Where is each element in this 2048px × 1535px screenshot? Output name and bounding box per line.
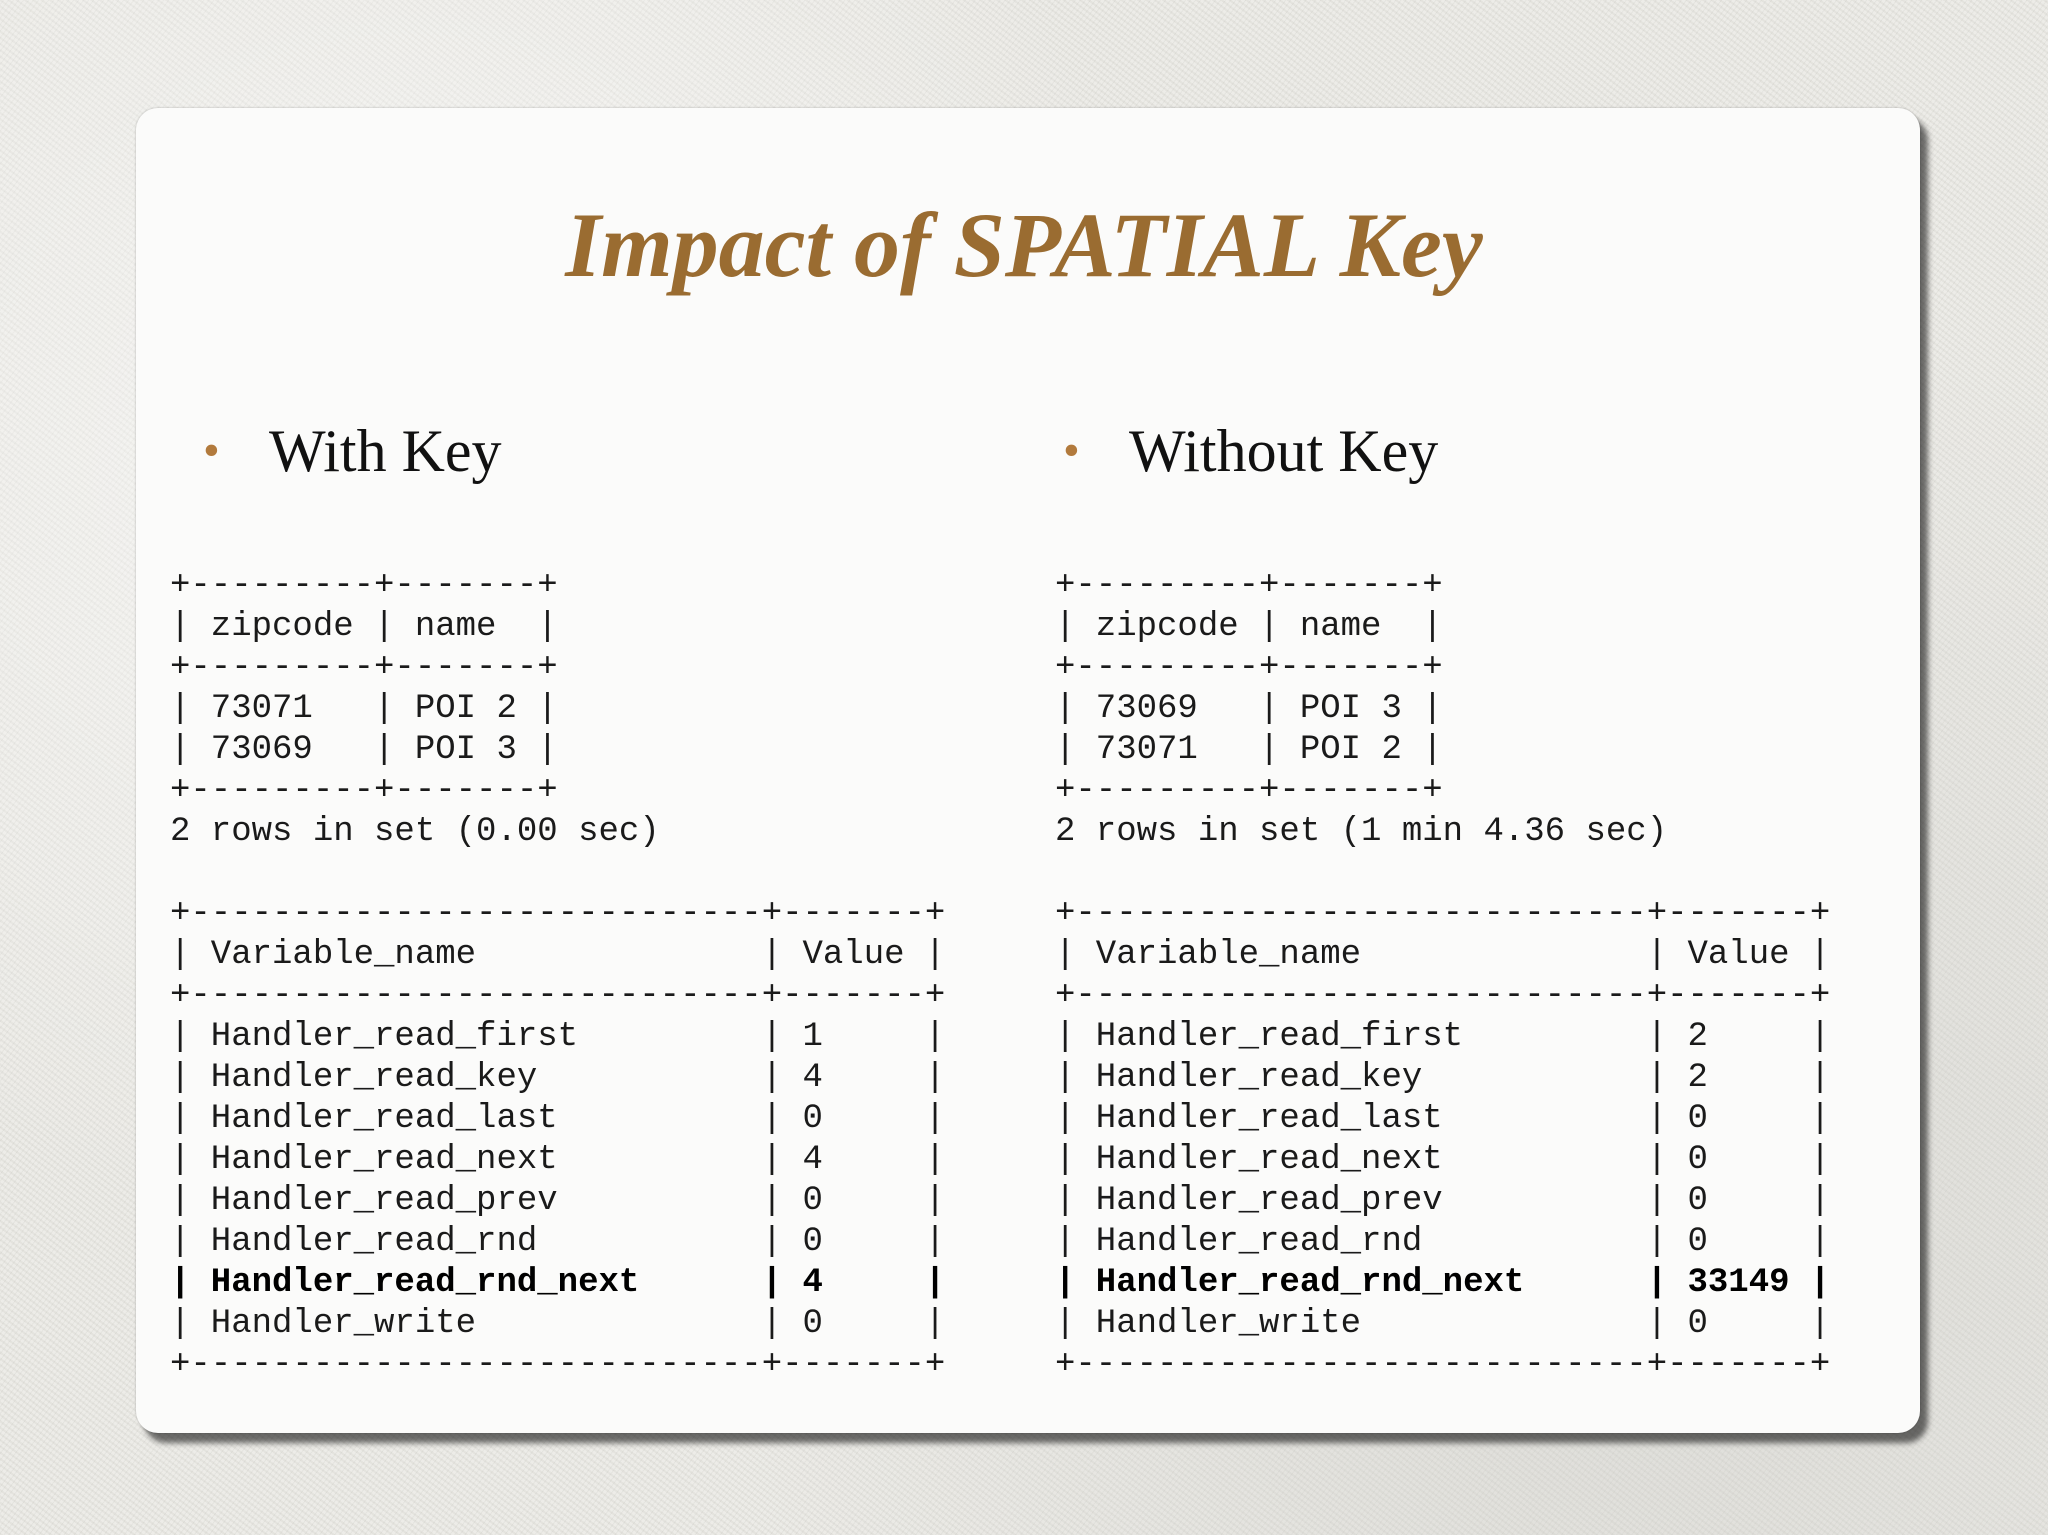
table-row: | Handler_write | 0 |: [1055, 1305, 1831, 1343]
table-border: +---------+-------+: [170, 567, 558, 605]
table-row: | 73071 | POI 2 |: [170, 690, 558, 728]
bullet-icon: •: [203, 424, 220, 477]
query-result-without-key: [1055, 566, 1667, 853]
table-row: | Handler_read_prev | 0 |: [1055, 1182, 1831, 1220]
table-row: | 73069 | POI 3 |: [1055, 690, 1443, 728]
bullet-label: Without Key: [1129, 418, 1439, 484]
table-header-row: | zipcode | name |: [1055, 608, 1443, 646]
table-row: | Handler_read_key | 4 |: [170, 1059, 946, 1097]
table-border: +----------------------------+-------+: [1055, 977, 1831, 1015]
table-row-highlighted: | Handler_read_rnd_next | 4 |: [170, 1264, 946, 1302]
table-border: +----------------------------+-------+: [1055, 895, 1831, 933]
table-row: | Handler_read_first | 2 |: [1055, 1018, 1831, 1056]
table-header-row: | Variable_name | Value |: [1055, 936, 1831, 974]
bullet-icon: •: [1063, 424, 1080, 477]
table-border: +----------------------------+-------+: [170, 895, 946, 933]
table-border: +----------------------------+-------+: [170, 977, 946, 1015]
query-result-with-key: [170, 566, 660, 853]
table-row: | Handler_write | 0 |: [170, 1305, 946, 1343]
bullet-label: With Key: [269, 418, 502, 484]
table-border: +---------+-------+: [1055, 772, 1443, 810]
table-border: +---------+-------+: [1055, 649, 1443, 687]
table-row: | 73071 | POI 2 |: [1055, 731, 1443, 769]
slide-title: Impact of SPATIAL Key: [565, 194, 1483, 296]
table-row: | Handler_read_key | 2 |: [1055, 1059, 1831, 1097]
table-row-highlighted: | Handler_read_rnd_next | 33149 |: [1055, 1264, 1831, 1302]
bullet-with-key: [203, 415, 502, 487]
table-border: +---------+-------+: [170, 649, 558, 687]
table-border: +---------+-------+: [170, 772, 558, 810]
handler-status-without-key: [1055, 894, 1830, 1386]
table-row: | Handler_read_prev | 0 |: [170, 1182, 946, 1220]
table-row: | Handler_read_next | 4 |: [170, 1141, 946, 1179]
table-border: +----------------------------+-------+: [170, 1346, 946, 1384]
table-row: | Handler_read_next | 0 |: [1055, 1141, 1831, 1179]
handler-status-with-key: [170, 894, 945, 1386]
table-row: | Handler_read_rnd | 0 |: [170, 1223, 946, 1261]
bullet-without-key: [1063, 415, 1438, 487]
table-header-row: | Variable_name | Value |: [170, 936, 946, 974]
table-row: | Handler_read_last | 0 |: [170, 1100, 946, 1138]
row-count-note: 2 rows in set (0.00 sec): [170, 813, 660, 851]
table-row: | 73069 | POI 3 |: [170, 731, 558, 769]
row-count-note: 2 rows in set (1 min 4.36 sec): [1055, 813, 1668, 851]
table-border: +---------+-------+: [1055, 567, 1443, 605]
table-row: | Handler_read_rnd | 0 |: [1055, 1223, 1831, 1261]
table-header-row: | zipcode | name |: [170, 608, 558, 646]
table-row: | Handler_read_last | 0 |: [1055, 1100, 1831, 1138]
table-row: | Handler_read_first | 1 |: [170, 1018, 946, 1056]
table-border: +----------------------------+-------+: [1055, 1346, 1831, 1384]
